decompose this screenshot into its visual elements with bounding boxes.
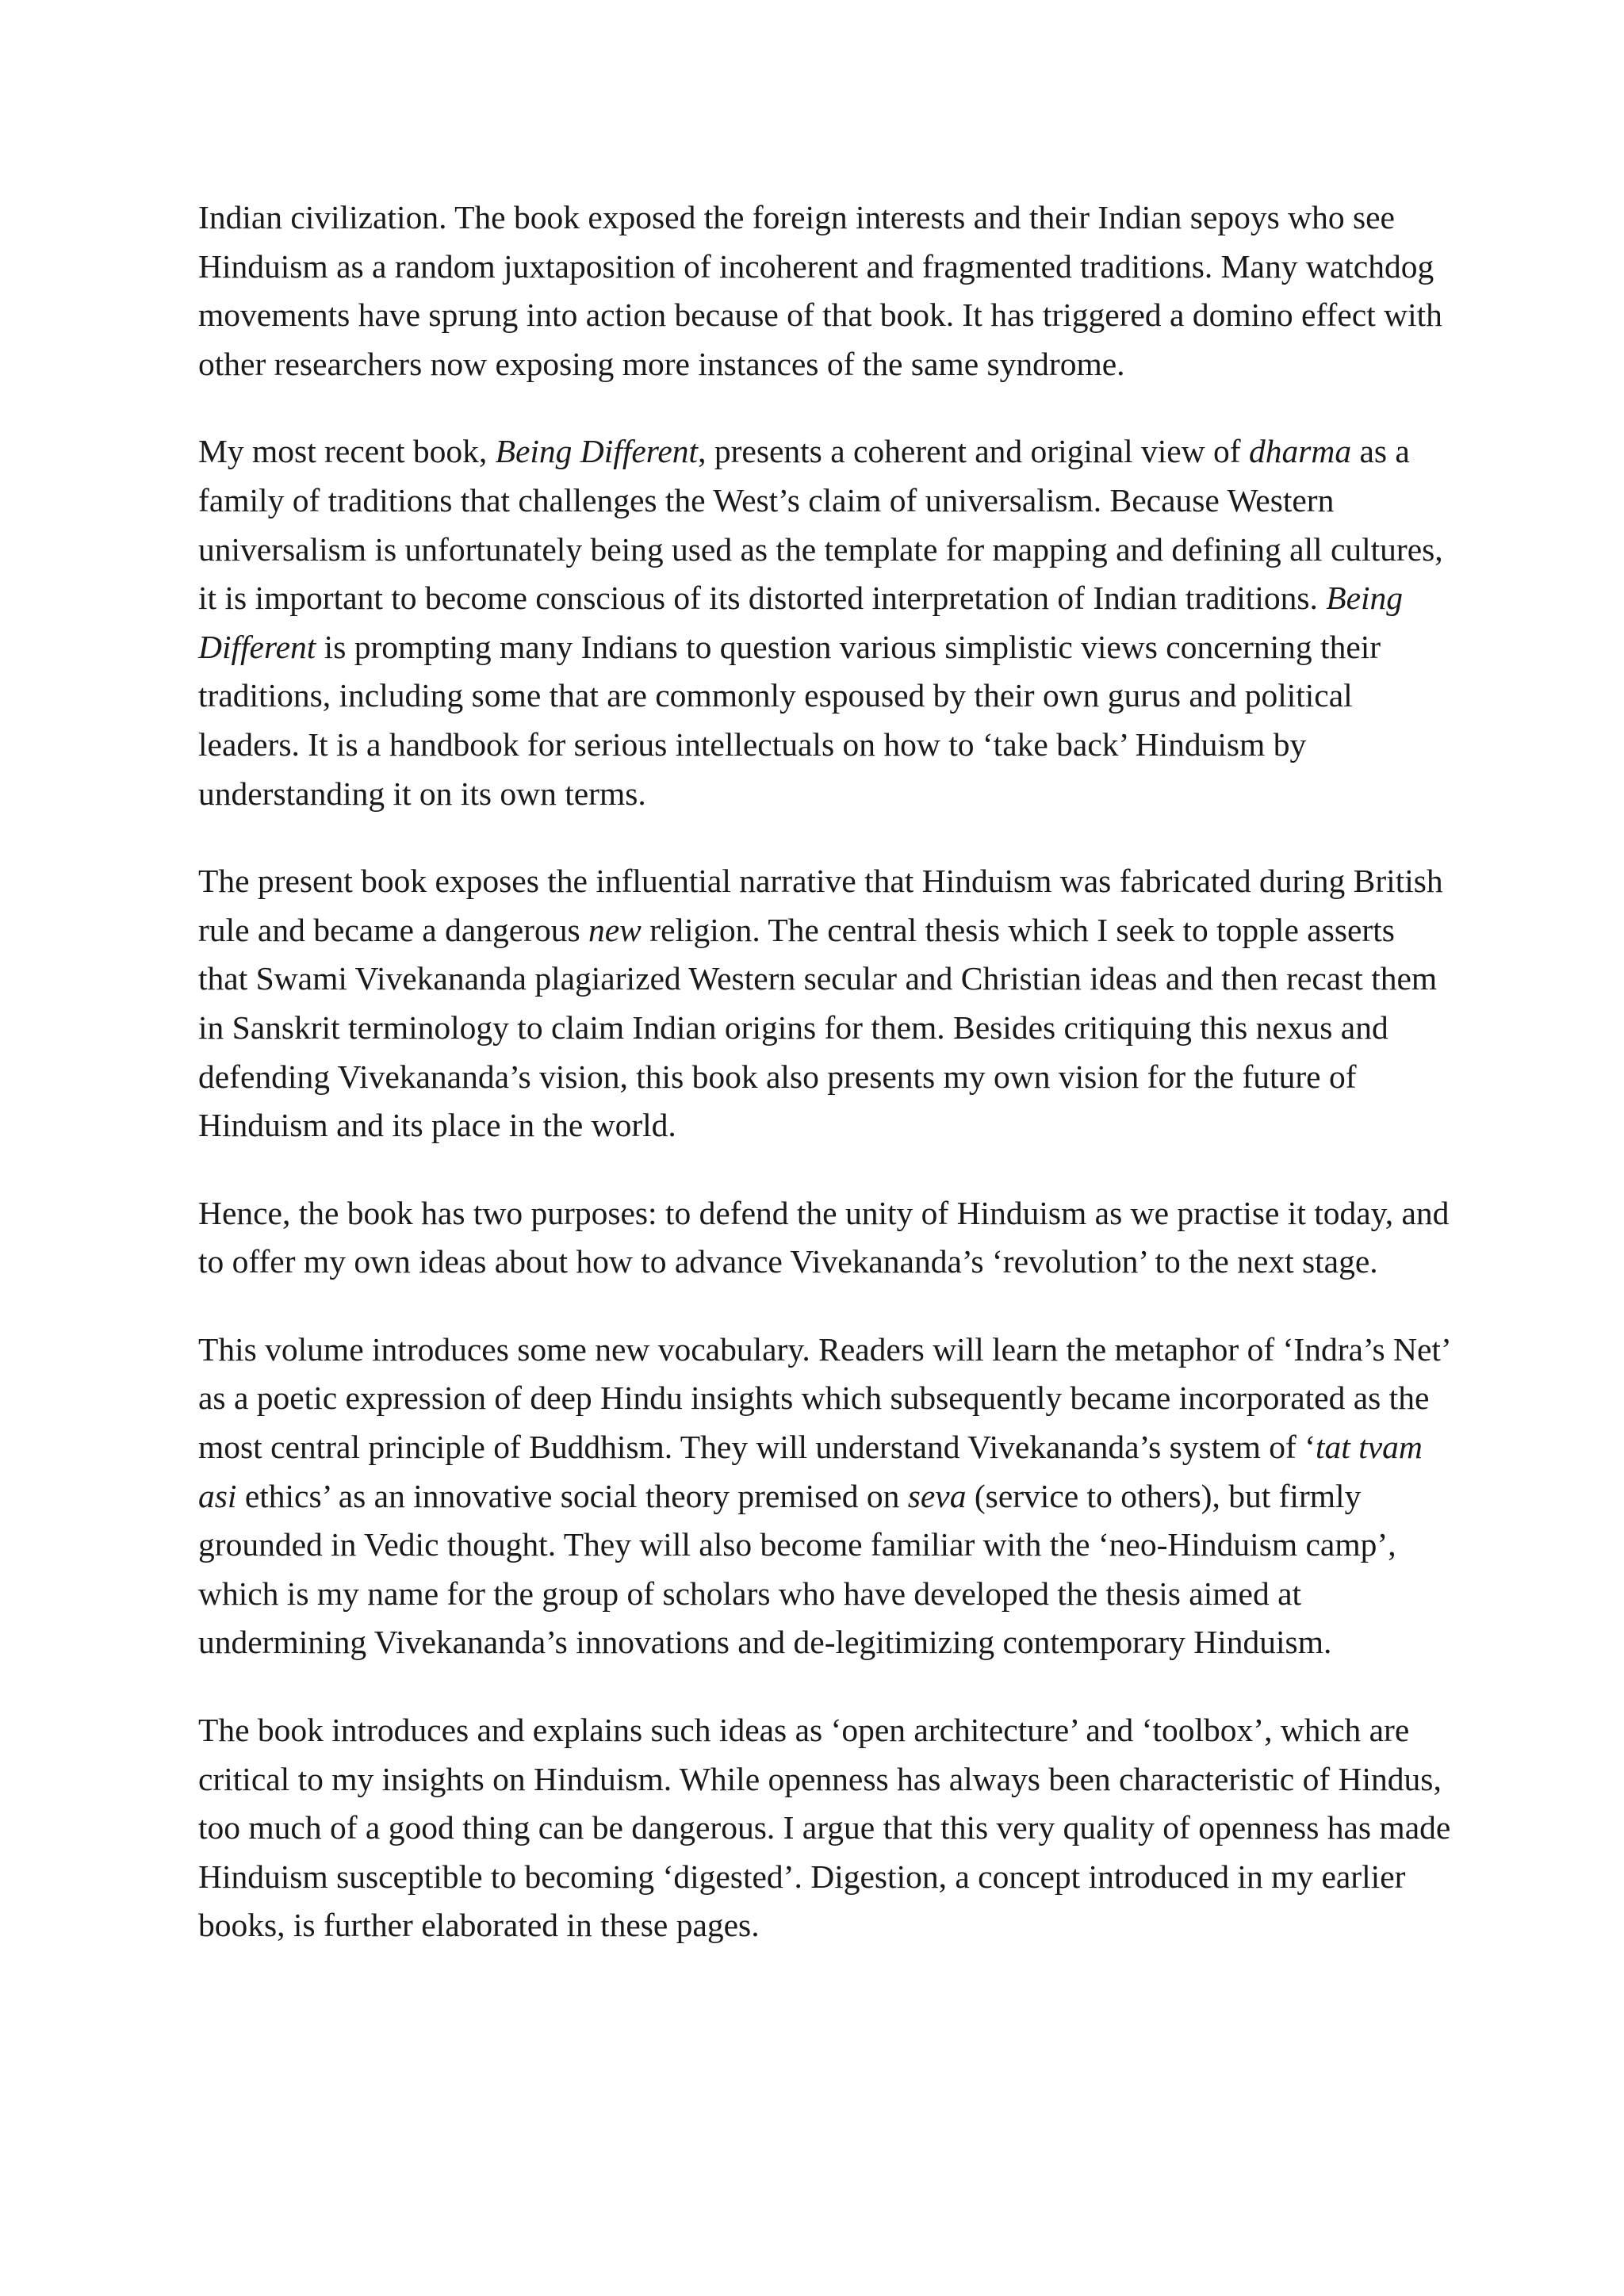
paragraph-text: The present book exposes the influential narrative that Hinduism was fabricated during British rule and became a dangerous [198, 863, 1443, 948]
paragraph-text: (service to others), but firmly grounded in Vedic thought. They will also become familiar with the ‘neo-Hinduism camp’, which is my name for the group of scholars who have developed the thesis aimed at undermining Vivekananda’s innovations and de-legitimizing contemporary Hinduism. [198, 1477, 1396, 1661]
term-italic: tat tvam asi [198, 1429, 1423, 1514]
book-title-italic: Being Different [198, 580, 1404, 665]
document-body [198, 193, 1451, 1950]
paragraph-text: , presents a coherent and original view of [698, 433, 1249, 470]
paragraph-text: Indian civilization. The book exposed the foreign interests and their Indian sepoys who see Hinduism as a random juxtaposition of incoherent and fragmented traditions. Many watchdog movements have sprung into action because of that book. It has triggered a domino effect with other researchers now exposing more instances of the same syndrome. [198, 199, 1442, 382]
paragraph-text: My most recent book, [198, 433, 496, 470]
paragraph-5 [198, 1326, 1451, 1667]
paragraph-text: as a family of traditions that challenges the West’s claim of universalism. Because Western universalism is unfortunately being used as the template for mapping and defining all cultures, it is important to become conscious of its distorted interpretation of Indian traditions. [198, 433, 1443, 617]
emphasis-italic: new [588, 911, 642, 948]
book-title-italic: Being Different [495, 433, 699, 470]
paragraph-1 [198, 193, 1451, 388]
paragraph-text: is prompting many Indians to question various simplistic views concerning their traditions, including some that are commonly espoused by their own gurus and political leaders. It is a handbook for serious intellectuals on how to ‘take back’ Hinduism by understanding it on its own terms. [198, 628, 1381, 812]
paragraph-text: religion. The central thesis which I seek to topple asserts that Swami Vivekananda plagiarized Western secular and Christian ideas and then recast them in Sanskrit terminology to claim Indian origins for them. Besides critiquing this nexus and defending Vivekananda’s vision, this book also presents my own vision for the future of Hinduism and its place in the world. [198, 911, 1438, 1144]
paragraph-text: This volume introduces some new vocabulary. Readers will learn the metaphor of ‘Indra’s Net’ as a poetic expression of deep Hindu insights which subsequently became incorporated as the most central principle of Buddhism. They will understand Vivekananda’s system of ‘ [198, 1330, 1450, 1466]
paragraph-6 [198, 1706, 1451, 1950]
paragraph-2 [198, 427, 1451, 818]
paragraph-4 [198, 1189, 1451, 1287]
paragraph-text: Hence, the book has two purposes: to defend the unity of Hinduism as we practise it today, and to offer my own ideas about how to advance Vivekananda’s ‘revolution’ to the next stage. [198, 1194, 1450, 1280]
paragraph-text: The book introduces and explains such ideas as ‘open architecture’ and ‘toolbox’, which are critical to my insights on Hinduism. While openness has always been characteristic of Hindus, too much of a good thing can be dangerous. I argue that this very quality of openness has made Hinduism susceptible to becoming ‘digested’. Digestion, a concept introduced in my earlier books, is further elaborated in these pages. [198, 1712, 1451, 1944]
term-italic: seva [907, 1477, 967, 1514]
paragraph-3 [198, 857, 1451, 1150]
paragraph-text: ethics’ as an innovative social theory premised on [236, 1477, 908, 1514]
term-italic: dharma [1248, 433, 1352, 470]
